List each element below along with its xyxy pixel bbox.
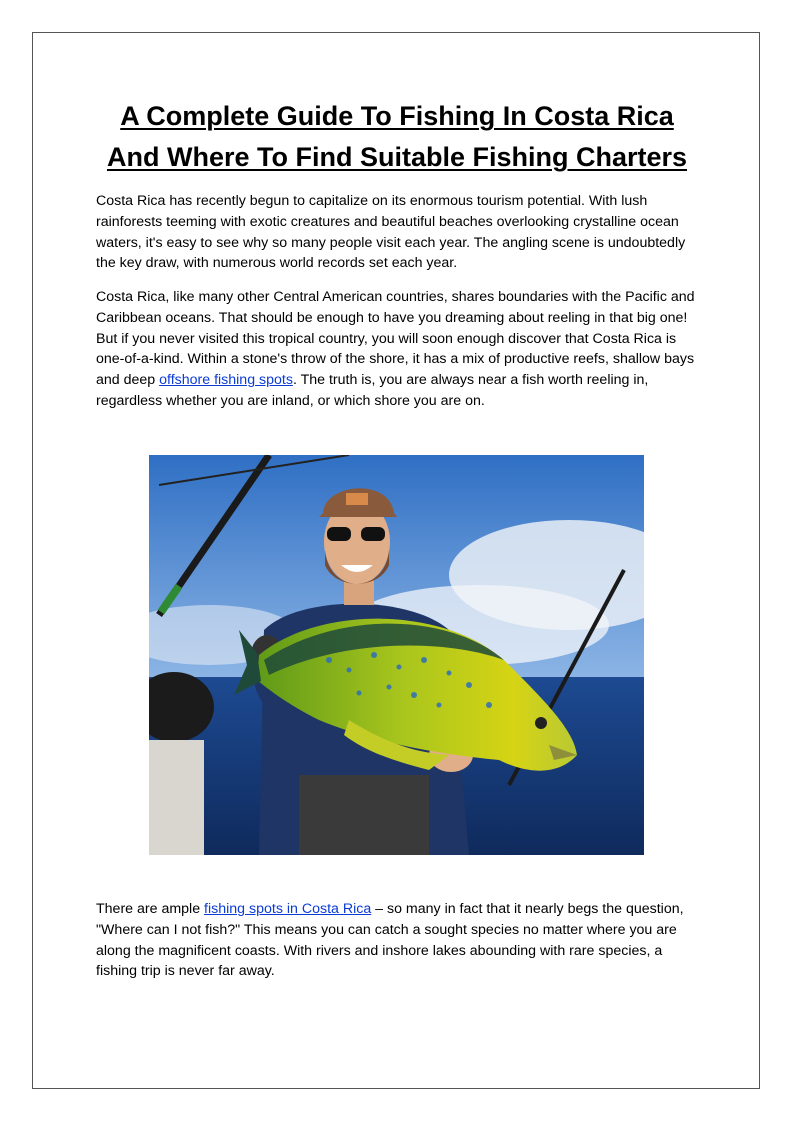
boundaries-paragraph [96, 287, 700, 412]
person-shirt [149, 740, 204, 855]
fishing-spots-text-end: – so many in fact that it nearly begs the question, "Where can I not fish?" This means you can catch a sought species no matter where you are along the magnificent coasts. With rivers and inshore lakes abounding with rare species, a fishing trip is never far away. [96, 901, 684, 980]
angler-with-mahi-mahi-photo [149, 455, 644, 855]
offshore-fishing-spots-link[interactable]: offshore fishing spots [159, 372, 293, 389]
sunglasses [327, 527, 351, 541]
sunglasses [361, 527, 385, 541]
angler-shorts [299, 775, 429, 855]
fishing-spots-text-start: There are ample [96, 901, 205, 917]
boundaries-text-start: Costa Rica, like many other Central American countries, shares boundaries with the Pacific and Caribbean oceans. That should be enough to have you dreaming about reeling in that big one! But if you never visited this tropical country, you will soon enough discover that Costa Rica is one-of-a-kind. Within a stone's throw of the shore, it has a mix of productive reefs, shallow bays and deep [96, 289, 695, 389]
fishing-spots-paragraph [96, 899, 700, 982]
intro-paragraph: Costa Rica has recently begun to capitalize on its enormous tourism potential. With lush rainforests teeming with exotic creatures and beautiful beaches overlooking crystalline ocean waters, it's easy to see why so many people visit each year. The angling scene is undoubtedly the key draw, with numerous world records set each year. [96, 193, 686, 272]
boundaries-text-end: . The truth is, you are always near a fish worth reeling in, regardless whether you are inland, or which shore you are on. [96, 372, 649, 409]
page-title [60, 96, 734, 178]
fishing-spots-costa-rica-link[interactable]: fishing spots in Costa Rica [204, 901, 372, 917]
title-line-2: And Where To Find Suitable Fishing Charters [106, 142, 688, 172]
title-line-1: A Complete Guide To Fishing In Costa Rica [120, 101, 674, 131]
fish-eye [535, 717, 547, 729]
cap-logo [346, 493, 368, 505]
photo-illustration [149, 455, 644, 855]
